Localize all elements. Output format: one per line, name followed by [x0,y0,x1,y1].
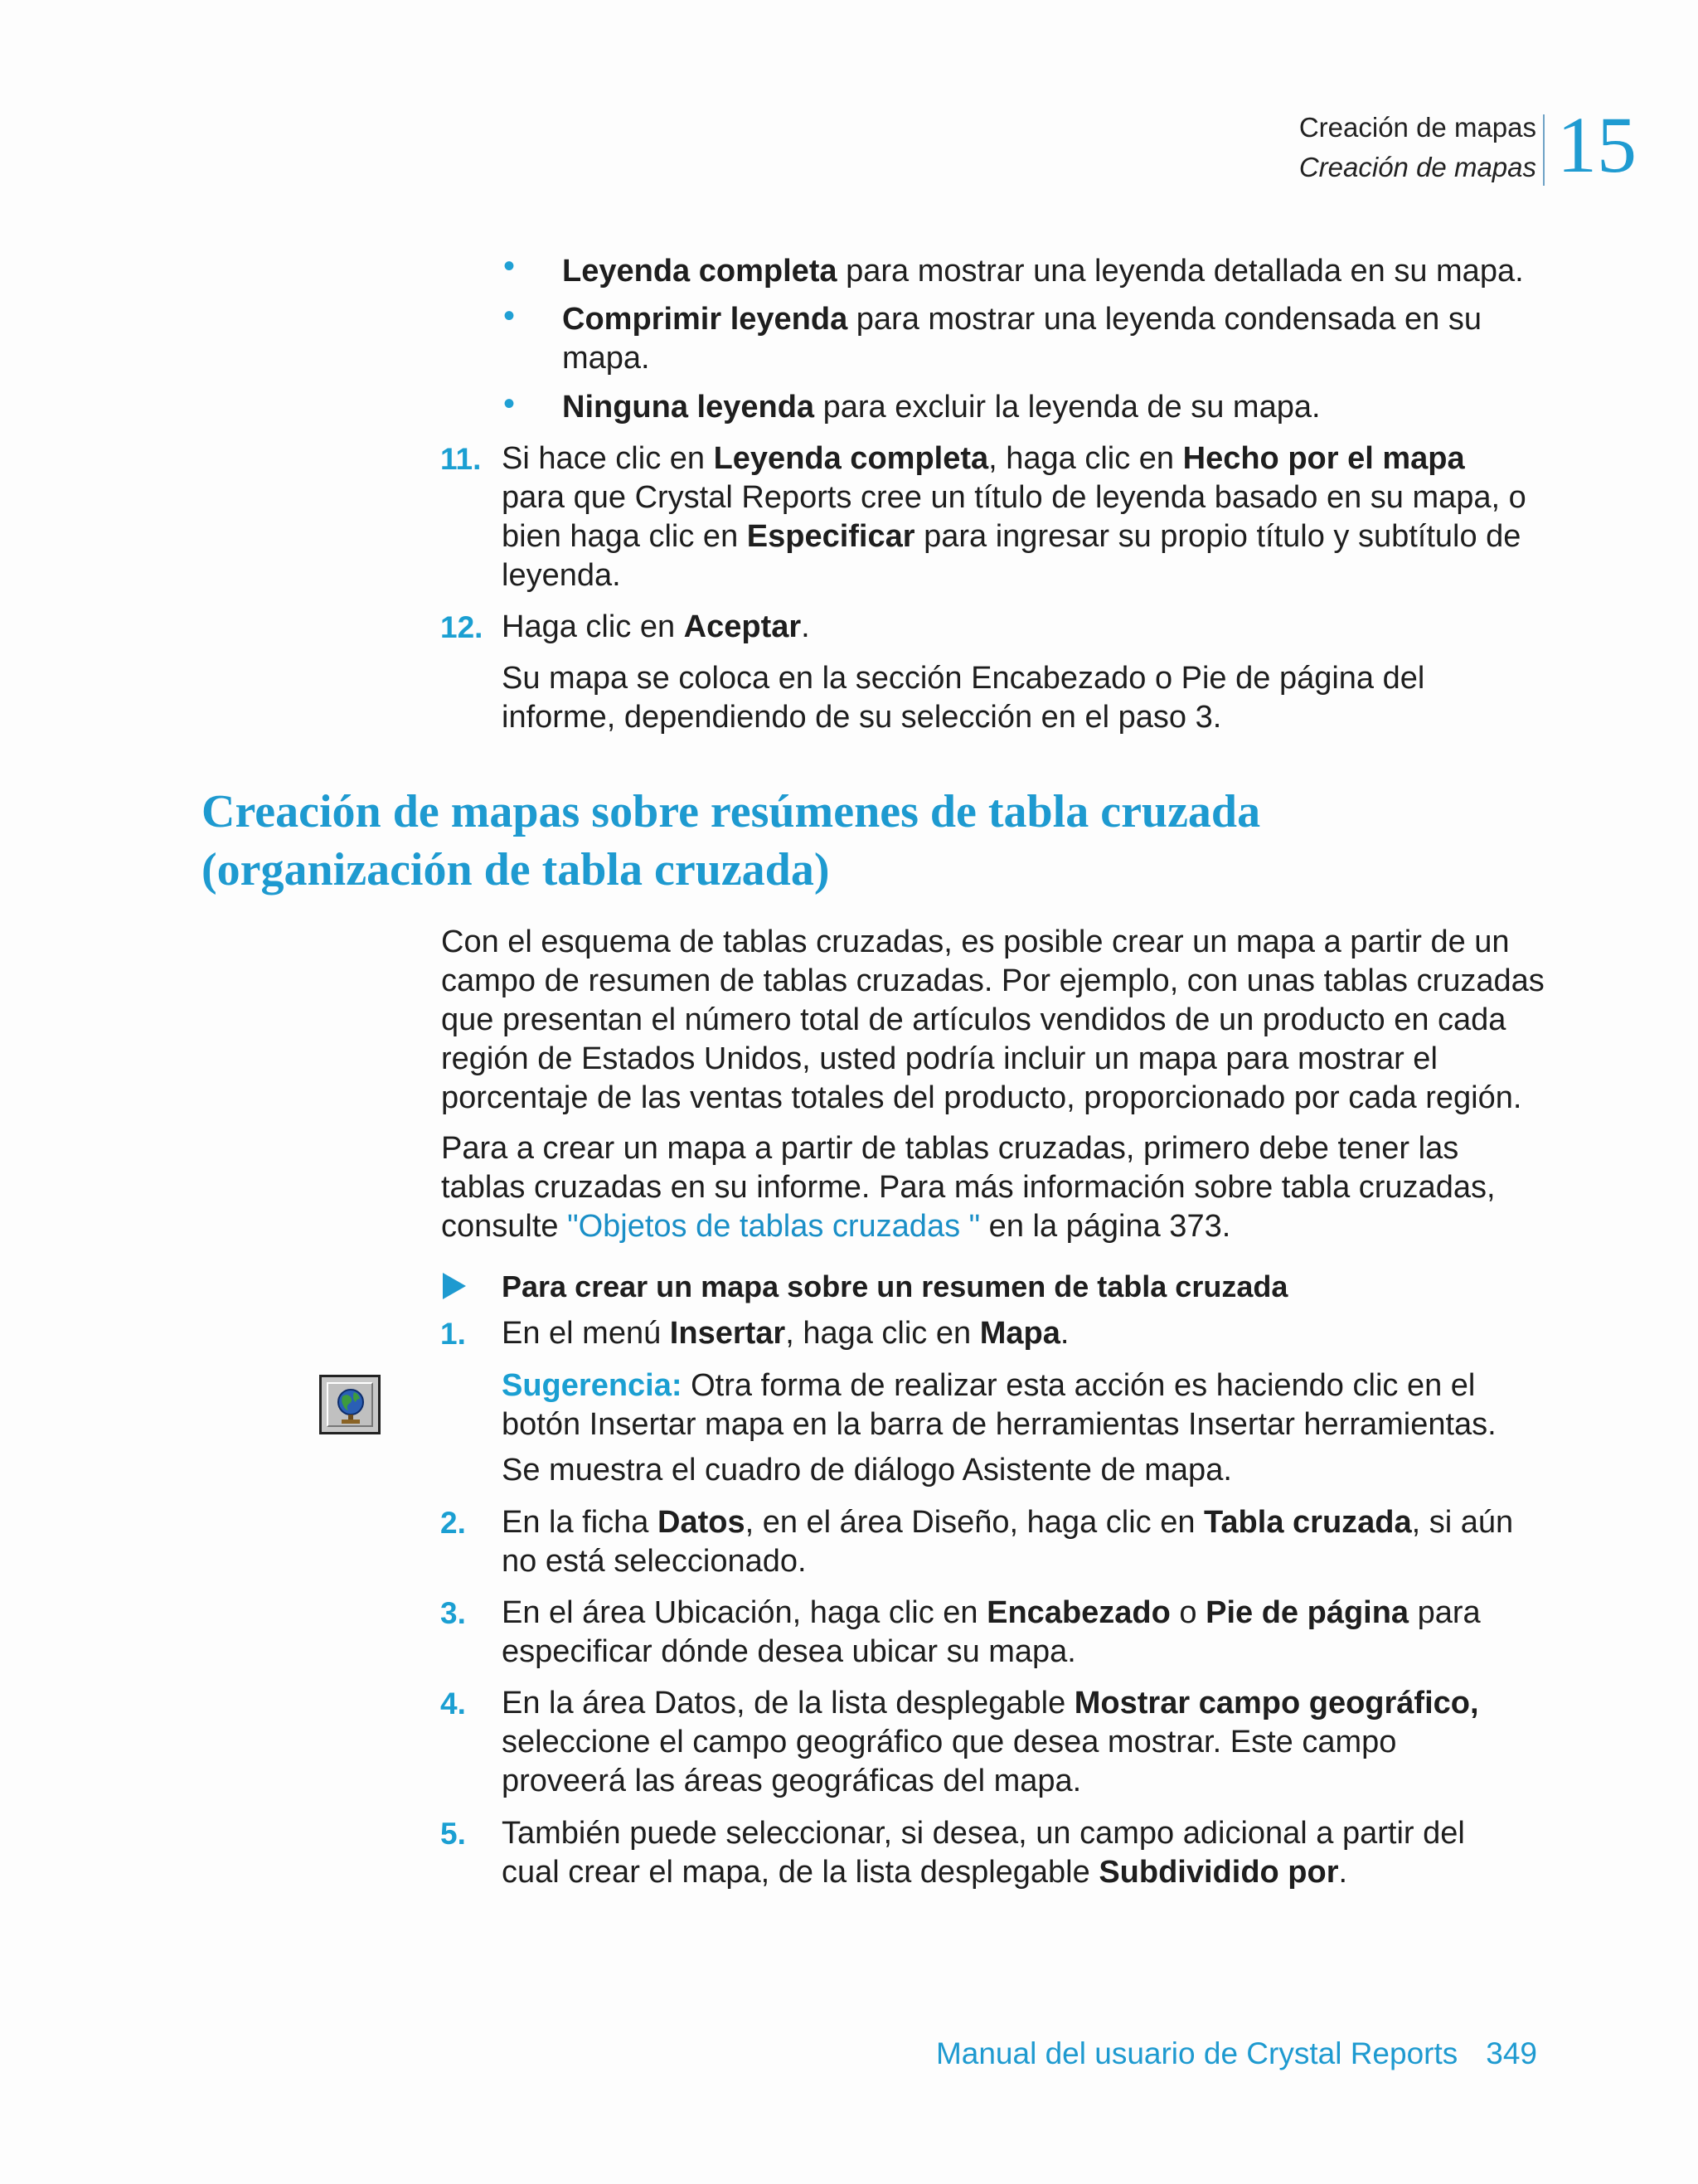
bullet-item: Ninguna leyenda para excluir la leyenda de su mapa. [562,390,1321,425]
page-number: 349 [1486,2036,1537,2070]
bullet-item: Leyenda completa para mostrar una leyenda detallada en su mapa. [562,254,1524,289]
footer-title: Manual del usuario de Crystal Reports [935,2036,1458,2070]
step-number: 3. [440,1596,466,1630]
chapter-number: 15 [1557,100,1637,189]
step-note: Su mapa se coloca en la sección Encabezado o Pie de página del informe, dependiendo de su selección en el paso 3. [502,661,1425,735]
step-number: 2. [440,1506,466,1540]
bullet-icon: • [503,298,516,334]
insert-map-toolbar-icon [319,1375,381,1434]
step-number: 1. [440,1317,466,1351]
bullet-icon: • [503,248,516,284]
step-note: Se muestra el cuadro de diálogo Asistente de mapa. [502,1453,1232,1488]
step-text: En el menú Insertar, haga clic en Mapa. [502,1316,1070,1351]
procedure-triangle-icon [443,1273,466,1299]
step-number: 12. [440,610,483,644]
tip-text: Sugerencia: Otra forma de realizar esta acción es haciendo clic en el botón Insertar mapa en la barra de herramientas Insertar herramientas. [502,1368,1497,1442]
intro-paragraph: Para a crear un mapa a partir de tablas cruzadas, primero debe tener las tablas cruzadas en su informe. Para más información sobre tabla cruzadas, consulte "Objetos de tablas cruzadas " en la página 373. [441,1131,1496,1244]
procedure-title: Para crear un mapa sobre un resumen de tabla cruzada [502,1269,1288,1303]
bullet-icon: • [503,386,516,422]
intro-paragraph: Con el esquema de tablas cruzadas, es posible crear un mapa a partir de un campo de resumen de tablas cruzadas. Por ejemplo, con unas tablas cruzadas que presentan el número total de artículos vendidos de un producto en cada región de Estados Unidos, usted podría incluir un mapa para mostrar el porcentaje de las ventas totales del producto, proporcionado por cada región. [441,925,1545,1115]
step-number: 4. [440,1687,466,1721]
step-text: También puede seleccionar, si desea, un campo adicional a partir del cual crear el mapa, de la lista desplegable Subdividido por. [502,1816,1465,1890]
step-number: 5. [440,1817,466,1851]
step-text: Haga clic en Aceptar. [502,609,810,644]
bullet-item: Comprimir leyenda para mostrar una leyenda condensada en su mapa. [562,302,1482,376]
step-number: 11. [440,442,482,476]
tip-label: Sugerencia: [502,1368,682,1403]
crossref-link[interactable]: "Objetos de tablas cruzadas " [567,1209,981,1244]
page-footer [936,2033,1537,2075]
section-heading: Creación de mapas sobre resúmenes de tabla cruzada (organización de tabla cruzada) [201,786,1261,895]
running-header-section: Creación de mapas [1298,152,1536,182]
step-text: En la ficha Datos, en el área Diseño, haga clic en Tabla cruzada, si aún no está seleccionado. [502,1505,1514,1579]
step-text: En la área Datos, de la lista desplegable Mostrar campo geográfico, seleccione el campo geográfico que desea mostrar. Este campo proveerá las áreas geográficas del mapa. [502,1686,1479,1798]
header-divider [1543,114,1545,186]
step-text: En el área Ubicación, haga clic en Encabezado o Pie de página para especificar dónde desea ubicar su mapa. [502,1595,1481,1669]
step-text: Si hace clic en Leyenda completa, haga clic en Hecho por el mapa para que Crystal Reports cree un título de leyenda basado en su mapa, o bien haga clic en Especificar para ingresar su propio título y subtítulo de leyenda. [502,441,1526,593]
running-header-chapter: Creación de mapas [1298,112,1536,143]
